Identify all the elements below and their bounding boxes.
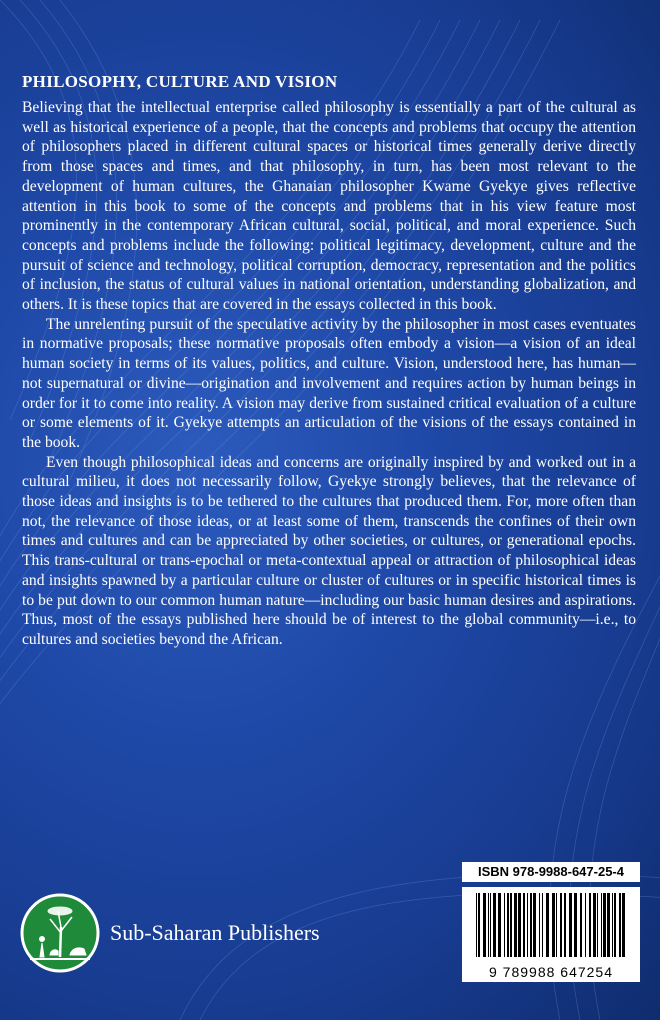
barcode-bar (530, 893, 532, 957)
barcode-bar (619, 893, 621, 957)
barcode-digits: 9 789988 647254 (489, 964, 613, 980)
barcode-bar (622, 893, 625, 957)
publisher-logo (20, 893, 100, 973)
barcode-bar (597, 893, 598, 957)
barcode-bar (552, 893, 555, 957)
barcode-bar (483, 893, 486, 957)
barcode-bar (574, 893, 577, 957)
barcode-bar (614, 893, 616, 957)
barcode-bar (603, 893, 606, 957)
isbn-block (462, 862, 640, 982)
blurb-paragraph-3: Even though philosophical ideas and concerns are originally inspired by and worked out in a cultural milieu, it does not necessarily follow, Gyekye strongly believes, that the relevance of those ideas and insights is to be tethered to the cultures that produced them. For, more often than not, the relevance of those ideas, or at least some of them, transcends the confines of their own times and cultures and can be appreciated by other societies, or cultures, or generational epochs. This trans-cultural or trans-epochal or meta-contextual appeal or attraction of philosophical ideas and insights spawned by a particular culture or cluster of cultures or in specific historical times is to be put down to our common human nature—including our basic human desires and aspirations. Thus, most of the essays published here should be of interest to the global community—i.e., to cultures and societies beyond the African. (22, 453, 636, 648)
barcode-bar (518, 893, 521, 957)
barcode-bar (488, 893, 489, 957)
blurb-paragraph-1: Believing that the intellectual enterprise called philosophy is essentially a part of the cultural as well as historical experience of a people, that the concepts and problems that occupy the attention of philosophers placed in different cultural spaces or historical times generally derive directly from those spaces and times, and that philosophy, in turn, has been most relevant to the development of human cultures, the Ghanaian philosopher Kwame Gyekye gives reflective attention in this book to some of the concepts and problems that in his view feature most prominently in the contemporary African cultural, social, political, and moral experience. Such concepts and problems include the following: political legitimacy, development, culture and the pursuit of science and technology, political corruption, democracy, representation and the politics of inclusion, the status of cultural values in national orientation, understanding globalization, and others. It is these topics that are covered in the essays collected in this book. (22, 99, 636, 314)
barcode-bar (533, 893, 536, 957)
barcode-bar (539, 893, 540, 957)
barcode-bar (593, 893, 596, 957)
cover-title: PHILOSOPHY, CULTURE AND VISION (22, 72, 338, 91)
barcode-bar (498, 893, 501, 957)
back-cover-text (22, 72, 636, 650)
barcode-bar (542, 893, 543, 957)
barcode-bar (514, 893, 517, 957)
publisher-name: Sub-Saharan Publishers (110, 920, 320, 945)
publisher-block (20, 888, 320, 978)
barcode-bars (474, 893, 628, 957)
barcode-bar (564, 893, 566, 957)
barcode-bar (523, 893, 525, 957)
barcode-bar (560, 893, 562, 957)
barcode (462, 887, 640, 982)
barcode-bar (504, 893, 505, 957)
isbn-label: ISBN 978-9988-647-25-4 (462, 862, 640, 882)
barcode-bar (607, 893, 610, 957)
blurb-paragraph-2: The unrelenting pursuit of the speculative activity by the philosopher in most cases eventuates in normative proposals; these normative proposals often embody a vision—a vision of an ideal human society in terms of its values, politics, and culture. Vision, understood here, has human—not supernatural or divine—origination and involvement and requires action by human beings in order for it to come into reality. A vision may derive from sustained critical evaluation of a culture or some elements of it. Gyekye attempts an articulation of the visions of the essays contained in the book. (22, 315, 636, 451)
barcode-bar (601, 893, 602, 957)
barcode-bar (527, 893, 528, 957)
barcode-bar (507, 893, 509, 957)
barcode-bar (569, 893, 572, 957)
barcode-bar (478, 893, 480, 957)
barcode-bar (476, 893, 477, 957)
barcode-bar (585, 893, 586, 957)
barcode-bar (580, 893, 582, 957)
barcode-bar (589, 893, 591, 957)
barcode-bar (510, 893, 512, 957)
barcode-bar (490, 893, 491, 957)
barcode-bar (556, 893, 557, 957)
barcode-bar (546, 893, 549, 957)
barcode-bar (612, 893, 613, 957)
barcode-bar (493, 893, 496, 957)
